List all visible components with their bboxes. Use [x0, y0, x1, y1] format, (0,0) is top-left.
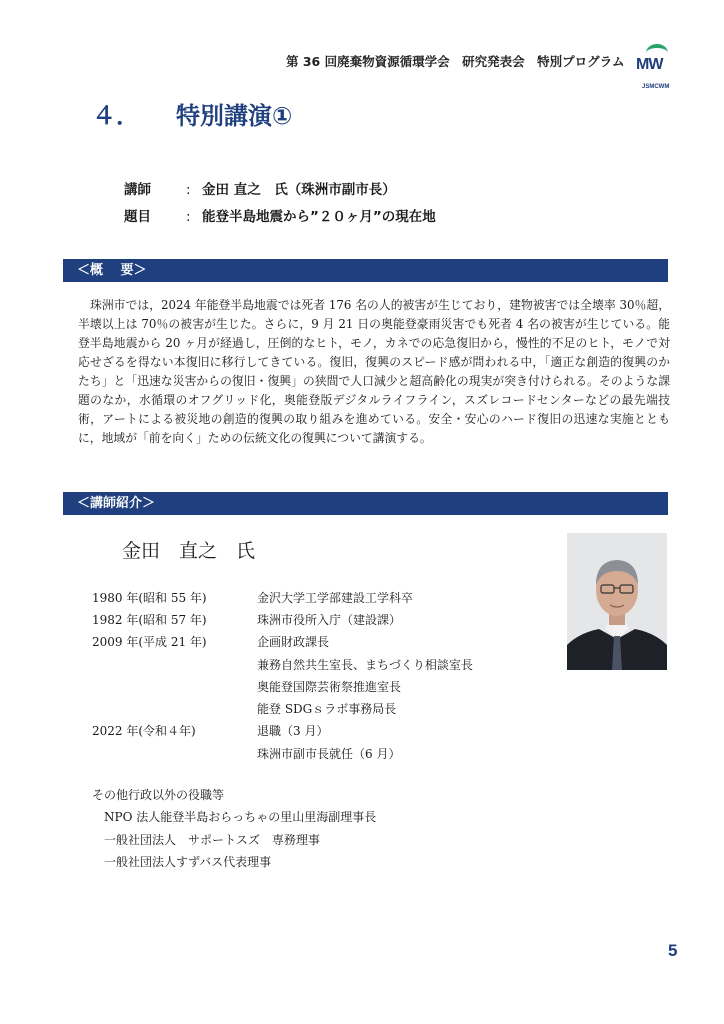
- career-event: 奥能登国際芸術祭推進室長: [257, 679, 402, 694]
- portrait-illustration: [567, 533, 667, 670]
- career-year: 1980 年(昭和 55 年): [92, 590, 207, 605]
- lecturer-row: [124, 178, 396, 198]
- career-row: [92, 742, 522, 764]
- other-role-item: NPO 法人能登半島おらっちゃの里山里海副理事長: [104, 810, 377, 824]
- career-event: 珠洲市役所入庁（建設課）: [257, 612, 402, 627]
- career-event: 兼務自然共生室長、まちづくり相談室長: [257, 657, 473, 672]
- topic-row: [124, 205, 436, 225]
- logo-subtext: JSMCWM: [642, 84, 670, 90]
- career-year: 2009 年(平成 21 年): [92, 635, 207, 650]
- career-event: 能登 SDGｓラボ事務局長: [257, 702, 397, 717]
- topic-label: 題目: [124, 209, 151, 225]
- speaker-name: 金田 直之 氏: [122, 540, 256, 562]
- other-role-item: 一般社団法人 サポートスズ 専務理事: [104, 832, 320, 847]
- career-row: [92, 720, 522, 742]
- page-number: 5: [668, 941, 678, 960]
- section-heading: 特別講演①: [176, 102, 293, 130]
- topic-value: 能登半島地震から”２０ヶ月”の現在地: [202, 209, 436, 225]
- lecturer-label: 講師: [124, 182, 151, 198]
- program-title: 第 36 回廃棄物資源循環学会 研究発表会 特別プログラム: [286, 54, 625, 69]
- profile-heading-bar: ＜講師紹介＞: [63, 492, 668, 515]
- section-title: [92, 96, 292, 131]
- career-event: 珠洲市副市長就任（6 月）: [257, 746, 401, 761]
- other-roles: [92, 784, 376, 874]
- career-row: [92, 653, 522, 675]
- other-roles-title: その他行政以外の役職等: [92, 788, 225, 802]
- portrait-photo: [567, 533, 667, 670]
- abstract-heading-bar: ＜概 要＞: [63, 259, 668, 282]
- career-year: 1982 年(昭和 57 年): [92, 612, 207, 627]
- career-year: 2022 年(令和４年): [92, 724, 196, 739]
- career-row: [92, 697, 522, 719]
- other-role-item: 一般社団法人すずバス代表理事: [104, 855, 272, 870]
- career-event: 企画財政課長: [257, 635, 330, 650]
- lecturer-separator: :: [186, 182, 191, 198]
- career-row: [92, 586, 522, 608]
- career-event: 金沢大学工学部建設工学科卒: [257, 590, 414, 605]
- abstract-body: [78, 296, 670, 448]
- career-list: [92, 586, 522, 764]
- section-number: ４．: [92, 102, 140, 130]
- topic-separator: :: [186, 209, 191, 225]
- career-row: [92, 675, 522, 697]
- career-row: [92, 608, 522, 630]
- logo-wordmark: MW: [636, 56, 663, 73]
- lecturer-value: 金田 直之 氏（珠洲市副市長）: [202, 182, 396, 198]
- career-event: 退職（3 月）: [257, 724, 329, 739]
- career-row: [92, 631, 522, 653]
- abstract-text: 珠洲市では，2024 年能登半島地震では死者 176 名の人的被害が生じており，建物被害では全壊率 30％超，半壊以上は 70％の被害が生じた。さらに，9 月 21 日の奥能登豪雨災害でも死者 4 名の被害が生じている。能登半島地震から 20 ヶ月が経過し，圧倒的なヒト，モノ，カネでの応急復旧から，慢性的不足のヒト，モノで対応せざるを得ない本復旧に移行してきている。復旧，復興のスピード感が問われる中，「適正な創造的復興のかたち」と「迅速な災害からの復旧・復興」の狭間で人口減少と超高齢化の現実が突き付けられる。そのような課題のなか，水循環のオフグリッド化，奥能登版デジタルライフライン，スズレコードセンターなどの最先端技術，アートによる被災地の創造的復興の取り組みを進めている。安全・安心のハード復旧の迅速な実施とともに，地域が「前を向く」ための伝統文化の復興について講演する。: [78, 298, 670, 445]
